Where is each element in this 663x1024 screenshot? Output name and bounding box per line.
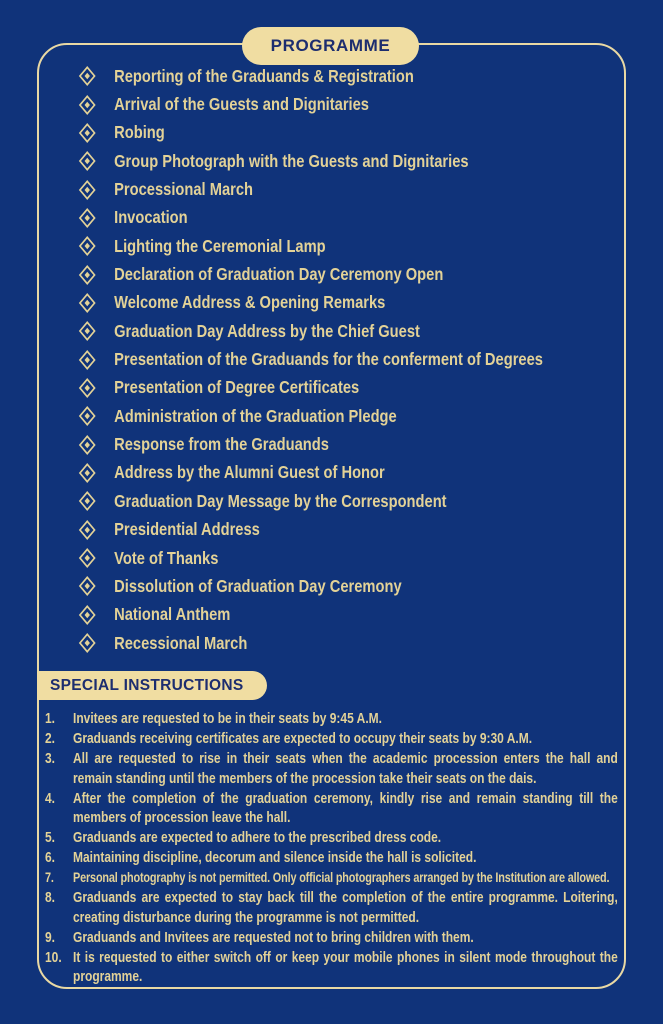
instruction-number: 9. (45, 928, 56, 946)
instruction-item (45, 749, 618, 788)
programme-item (78, 232, 616, 260)
diamond-bullet-icon (78, 462, 96, 484)
diamond-bullet-icon (78, 150, 96, 172)
programme-item-label: Vote of Thanks (114, 547, 219, 568)
programme-item-label: Presidential Address (114, 519, 260, 540)
programme-item-label: Address by the Alumni Guest of Honor (114, 462, 385, 483)
programme-item (78, 175, 616, 203)
programme-item (78, 317, 616, 345)
programme-item (78, 374, 616, 402)
programme-item (78, 147, 616, 175)
instruction-number: 10. (45, 948, 62, 966)
instruction-number: 7. (45, 870, 54, 885)
programme-item (78, 289, 616, 317)
diamond-bullet-icon (78, 490, 96, 512)
instruction-number: 3. (45, 750, 56, 767)
programme-item (78, 402, 616, 430)
instruction-text: Invitees are requested to be in their seats by 9:45 A.M. (73, 710, 382, 727)
programme-item-label: Robing (114, 122, 165, 143)
programme-item (78, 90, 616, 118)
instruction-number: 8. (45, 889, 56, 906)
programme-item (78, 629, 616, 657)
programme-header (242, 27, 419, 65)
programme-item-label: Dissolution of Graduation Day Ceremony (114, 575, 402, 596)
diamond-bullet-icon (78, 292, 96, 314)
instruction-number: 4. (45, 789, 56, 807)
diamond-bullet-icon (78, 434, 96, 456)
diamond-bullet-icon (78, 575, 96, 597)
instruction-text: Personal photography is not permitted. Only official photographers arranged by the Institution are allowed. (73, 870, 610, 885)
programme-title: PROGRAMME (270, 36, 391, 55)
instruction-number: 2. (45, 730, 56, 747)
programme-item-label: Declaration of Graduation Day Ceremony Open (114, 264, 444, 285)
programme-list (78, 62, 616, 657)
instruction-item (45, 948, 618, 987)
instruction-text: Graduands receiving certificates are expected to occupy their seats by 9:30 A.M. (73, 730, 533, 747)
instruction-text: Maintaining discipline, decorum and silence inside the hall is solicited. (73, 849, 477, 866)
diamond-bullet-icon (78, 377, 96, 399)
programme-item (78, 459, 616, 487)
instruction-text: All are requested to rise in their seats when the academic procession enters the hall and remain standing until the members of the procession take their seats on the dais. (73, 750, 618, 787)
diamond-bullet-icon (78, 122, 96, 144)
instruction-number: 6. (45, 849, 56, 866)
programme-item-label: Administration of the Graduation Pledge (114, 405, 397, 426)
diamond-bullet-icon (78, 349, 96, 371)
diamond-bullet-icon (78, 179, 96, 201)
instruction-item (45, 789, 618, 828)
special-instructions-header (37, 671, 267, 700)
programme-item-label: Processional March (114, 179, 254, 200)
instruction-item (45, 928, 618, 948)
diamond-bullet-icon (78, 604, 96, 626)
programme-item (78, 544, 616, 572)
instructions-list (45, 709, 618, 987)
diamond-bullet-icon (78, 94, 96, 116)
instruction-text: Graduands are expected to adhere to the prescribed dress code. (73, 829, 442, 846)
diamond-bullet-icon (78, 519, 96, 541)
programme-item (78, 62, 616, 90)
programme-item-label: National Anthem (114, 604, 231, 625)
programme-item (78, 430, 616, 458)
programme-item-label: Graduation Day Address by the Chief Guest (114, 320, 420, 341)
instruction-text: It is requested to either switch off or keep your mobile phones in silent mode throughout the programme. (73, 948, 618, 985)
instruction-item (45, 709, 618, 729)
instruction-item (45, 828, 618, 848)
instruction-text: After the completion of the graduation ceremony, kindly rise and remain standing till the members of procession leave the hall. (73, 789, 618, 826)
programme-item-label: Presentation of Degree Certificates (114, 377, 360, 398)
diamond-bullet-icon (78, 547, 96, 569)
diamond-bullet-icon (78, 632, 96, 654)
programme-item (78, 260, 616, 288)
programme-item-label: Graduation Day Message by the Correspondent (114, 490, 447, 511)
programme-item (78, 487, 616, 515)
programme-item-label: Lighting the Ceremonial Lamp (114, 235, 326, 256)
programme-item-label: Presentation of the Graduands for the conferment of Degrees (114, 349, 543, 370)
programme-item (78, 516, 616, 544)
programme-item-label: Welcome Address & Opening Remarks (114, 292, 386, 313)
programme-item (78, 119, 616, 147)
programme-item (78, 204, 616, 232)
programme-item (78, 601, 616, 629)
programme-item (78, 345, 616, 373)
instruction-text: Graduands are expected to stay back till the completion of the entire programme. Loitering, creating disturbance during the programme is not permitted. (73, 889, 618, 926)
programme-item-label: Group Photograph with the Guests and Dignitaries (114, 150, 469, 171)
programme-item-label: Response from the Graduands (114, 434, 329, 455)
diamond-bullet-icon (78, 207, 96, 229)
programme-item (78, 572, 616, 600)
diamond-bullet-icon (78, 320, 96, 342)
diamond-bullet-icon (78, 65, 96, 87)
instruction-text: Graduands and Invitees are requested not to bring children with them. (73, 928, 474, 946)
programme-item-label: Arrival of the Guests and Dignitaries (114, 94, 369, 115)
diamond-bullet-icon (78, 405, 96, 427)
diamond-bullet-icon (78, 235, 96, 257)
instruction-item (45, 729, 618, 749)
programme-item-label: Invocation (114, 207, 188, 228)
instruction-item (45, 848, 618, 868)
instruction-item (45, 888, 618, 927)
instruction-number: 1. (45, 710, 56, 727)
special-instructions-title: SPECIAL INSTRUCTIONS (50, 676, 244, 694)
instruction-number: 5. (45, 829, 56, 846)
programme-item-label: Recessional March (114, 632, 248, 653)
instruction-item (45, 868, 618, 888)
programme-item-label: Reporting of the Graduands & Registration (114, 65, 414, 86)
diamond-bullet-icon (78, 264, 96, 286)
